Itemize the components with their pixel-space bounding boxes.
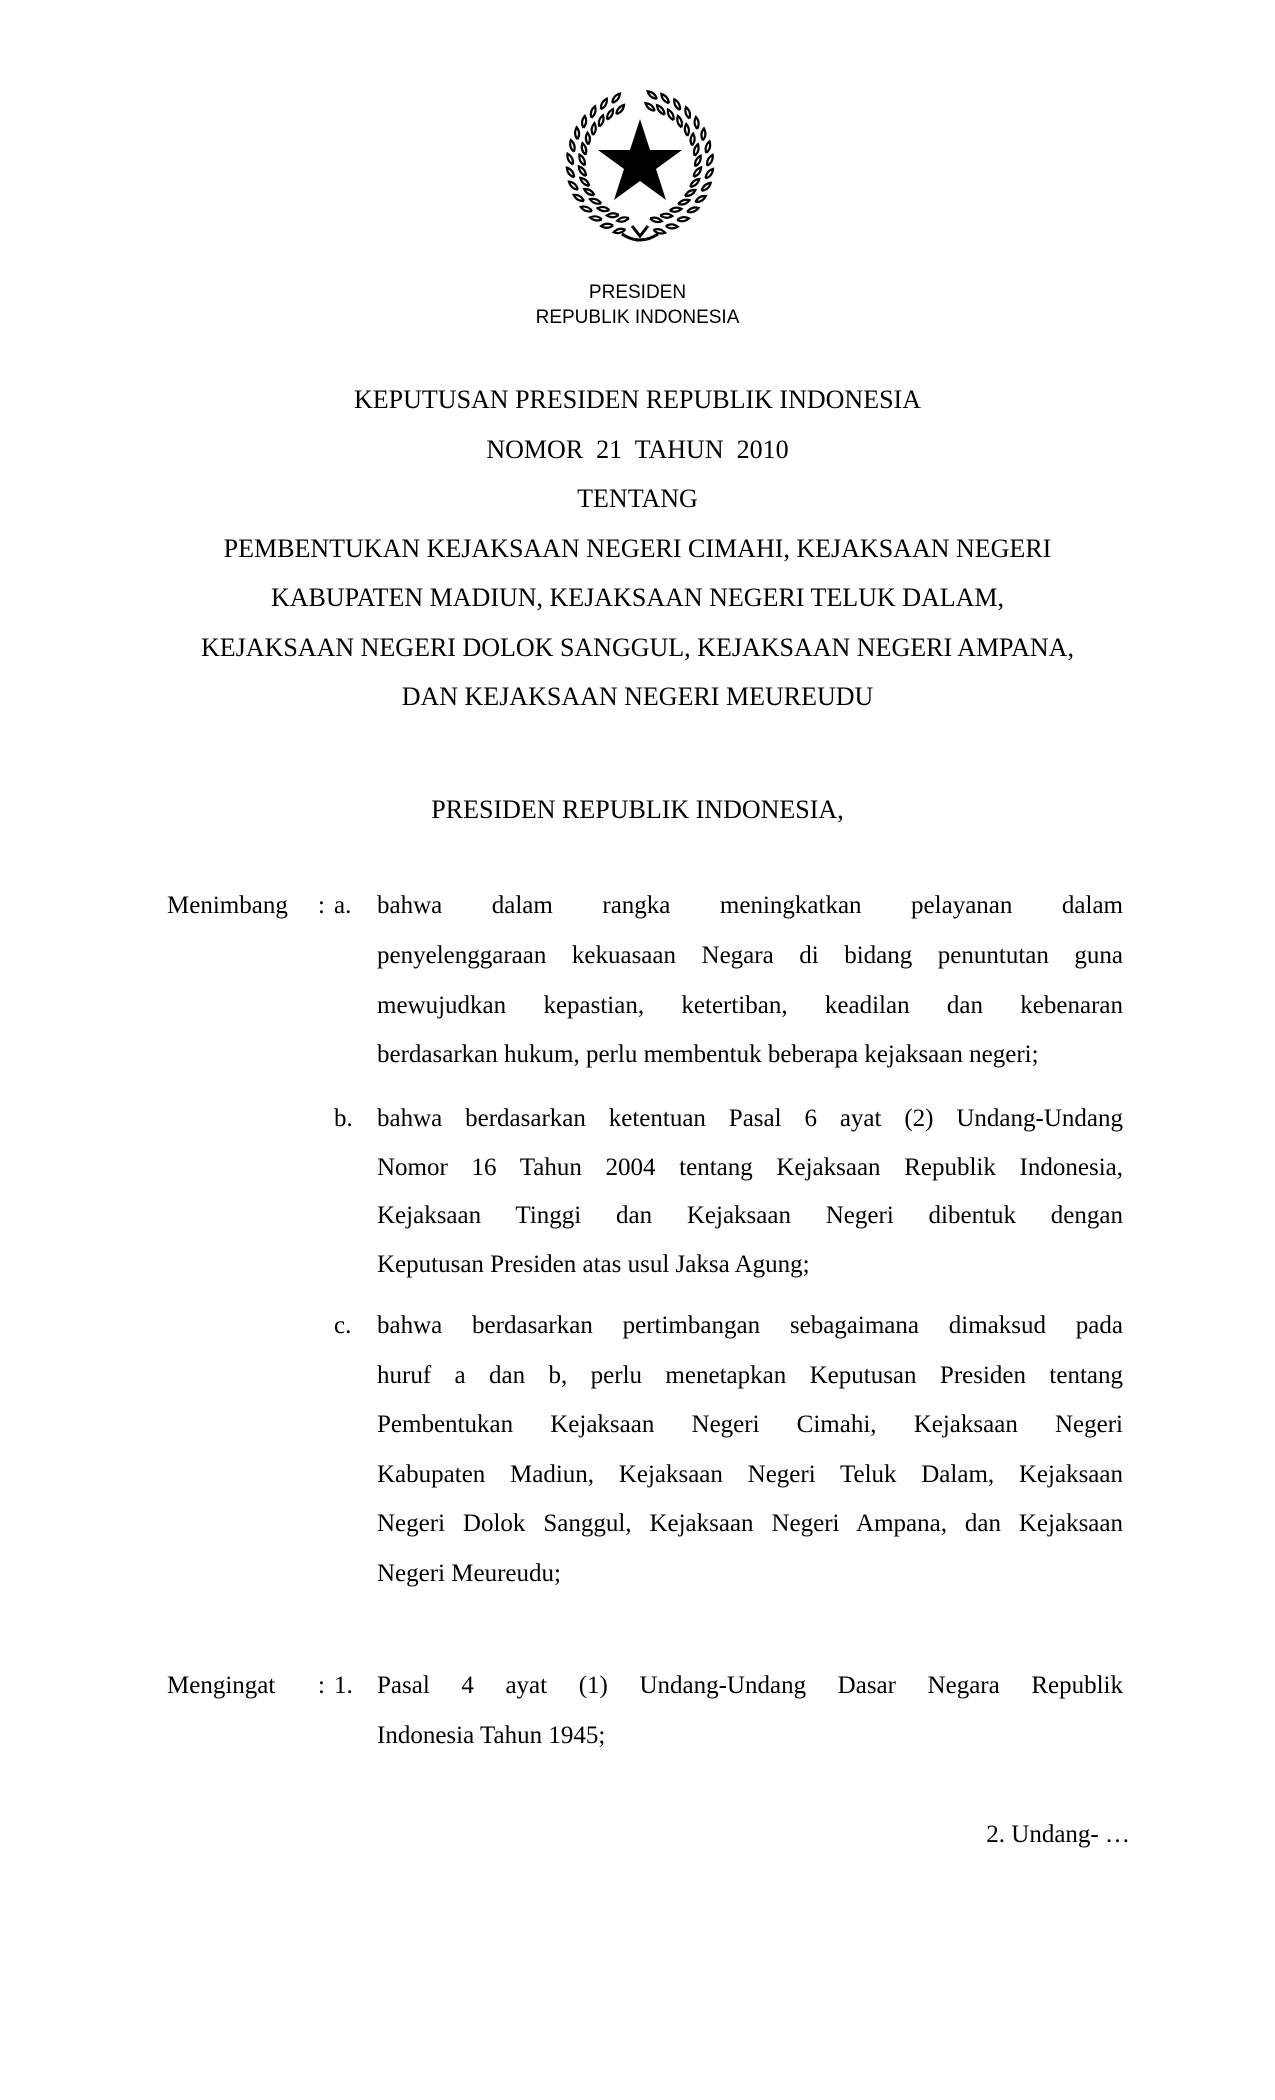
- letterhead-republic: REPUBLIK INDONESIA: [535, 307, 740, 328]
- wreath-leaf-icon: [692, 166, 703, 178]
- wreath-leaf-icon: [580, 205, 593, 213]
- wreath-leaf-icon: [666, 224, 678, 229]
- presidential-emblem-icon: [560, 84, 720, 254]
- item-c-line: Negeri Dolok Sanggul, Kejaksaan Negeri Ampana, dan Kejaksaan: [377, 1510, 1123, 1537]
- wreath-leaf-icon: [689, 177, 701, 188]
- item-c-line: Pembentukan Kejaksaan Negeri Cimahi, Kejaksaan Negeri: [377, 1411, 1123, 1438]
- wreath-leaf-icon: [589, 197, 602, 205]
- wreath-leaf-icon: [599, 98, 608, 110]
- wreath-leaf-icon: [568, 180, 580, 191]
- wreath-leaf-icon: [581, 116, 586, 128]
- item-a-line: penyelenggaraan kekuasaan Negara di bidang penuntutan guna: [377, 942, 1123, 969]
- item-a-line: mewujudkan kepastian, ketertiban, keadilan dan kebenaran: [377, 992, 1123, 1019]
- wreath-leaf-icon: [590, 215, 602, 221]
- wreath-leaf-icon: [565, 167, 575, 179]
- item-1-line: Indonesia Tahun 1945;: [377, 1722, 606, 1749]
- item-c-line: bahwa berdasarkan pertimbangan sebagaimana dimaksud pada: [377, 1312, 1123, 1339]
- wreath-leaf-icon: [646, 90, 658, 101]
- mengingat-colon: :: [318, 1672, 325, 1699]
- item-marker-1: 1.: [334, 1672, 353, 1699]
- title-subject-line: PEMBENTUKAN KEJAKSAAN NEGERI CIMAHI, KEJAKSAAN NEGERI: [223, 534, 1052, 563]
- item-a-line: berdasarkan hukum, perlu membentuk beberapa kejaksaan negeri;: [377, 1041, 1039, 1068]
- wreath-leaf-icon: [573, 193, 585, 203]
- item-a-line: bahwa dalam rangka meningkatkan pelayanan dalam: [377, 892, 1123, 919]
- wreath-leaf-icon: [611, 92, 622, 104]
- item-1-line: Pasal 4 ayat (1) Undang-Undang Dasar Negara Republik: [377, 1672, 1123, 1699]
- wreath-leaf-icon: [660, 93, 671, 105]
- title-subject-line: KABUPATEN MADIUN, KEJAKSAAN NEGERI TELUK DALAM,: [270, 583, 1005, 612]
- wreath-leaf-icon: [677, 216, 689, 222]
- wreath-leaf-icon: [597, 206, 609, 212]
- wreath-leaf-icon: [673, 98, 682, 110]
- menimbang-label: Menimbang: [167, 892, 288, 919]
- wreath-leaf-icon: [690, 133, 695, 145]
- wreath-leaf-icon: [684, 106, 691, 119]
- wreath-leaf-icon: [578, 154, 587, 167]
- item-marker-b: b.: [334, 1105, 353, 1132]
- title-tentang: TENTANG: [577, 484, 698, 513]
- wreath-leaf-icon: [605, 108, 614, 120]
- item-b-line: bahwa berdasarkan ketentuan Pasal 6 ayat (2) Undang-Undang: [377, 1105, 1123, 1132]
- wreath-leaf-icon: [705, 154, 714, 167]
- wreath-leaf-icon: [694, 194, 706, 203]
- wreath-leaf-icon: [669, 207, 681, 213]
- wreath-leaf-icon: [577, 165, 587, 177]
- item-c-line: huruf a dan b, perlu menetapkan Keputusan Presiden tentang: [377, 1362, 1123, 1389]
- wreath-leaf-icon: [650, 216, 663, 223]
- mengingat-label: Mengingat: [167, 1672, 276, 1699]
- wreath-leaf-icon: [607, 213, 619, 217]
- wreath-leaf-icon: [575, 127, 580, 139]
- item-b-line: Nomor 16 Tahun 2004 tentang Kejaksaan Republik Indonesia,: [377, 1154, 1123, 1181]
- item-marker-a: a.: [334, 892, 352, 919]
- wreath-leaf-icon: [693, 155, 702, 168]
- wreath-leaf-icon: [684, 188, 696, 197]
- issuer-heading: PRESIDEN REPUBLIK INDONESIA,: [431, 795, 844, 824]
- wreath-leaf-icon: [704, 141, 711, 154]
- menimbang-colon: :: [318, 892, 325, 919]
- wreath-leaf-icon: [686, 206, 699, 214]
- continuation-marker: 2. Undang- …: [986, 1821, 1130, 1848]
- wreath-leaf-icon: [694, 117, 699, 129]
- wreath-leaf-icon: [585, 132, 590, 144]
- wreath-leaf-icon: [666, 109, 675, 121]
- wreath-leaf-icon: [617, 216, 630, 223]
- item-b-line: Kejaksaan Tinggi dan Kejaksaan Negeri dibentuk dengan: [377, 1202, 1123, 1229]
- wreath-leaf-icon: [581, 143, 588, 156]
- wreath-leaf-icon: [613, 228, 626, 235]
- wreath-leaf-icon: [615, 104, 626, 116]
- item-b-line: Keputusan Presiden atas usul Jaksa Agung;: [377, 1251, 810, 1278]
- wreath-leaf-icon: [589, 106, 597, 119]
- wreath-leaf-icon: [677, 198, 690, 206]
- item-c-line: Negeri Meureudu;: [377, 1560, 561, 1587]
- wreath-leaf-icon: [597, 115, 605, 128]
- wreath-leaf-icon: [684, 124, 689, 136]
- title-number: NOMOR 21 TAHUN 2010: [486, 435, 789, 464]
- wreath-leaf-icon: [704, 168, 715, 180]
- wreath-leaf-icon: [591, 123, 596, 135]
- wreath-leaf-icon: [583, 187, 595, 197]
- wreath-leaf-icon: [653, 228, 666, 235]
- wreath-leaf-icon: [579, 176, 591, 187]
- wreath-leaf-icon: [644, 102, 656, 113]
- item-c-line: Kabupaten Madiun, Kejaksaan Negeri Teluk Dalam, Kejaksaan: [377, 1461, 1123, 1488]
- wreath-leaf-icon: [566, 153, 575, 166]
- title-subject-line: DAN KEJAKSAAN NEGERI MEUREUDU: [401, 682, 874, 711]
- wreath-leaf-icon: [660, 213, 672, 218]
- wreath-leaf-icon: [701, 128, 706, 140]
- wreath-leaf-icon: [700, 181, 712, 192]
- item-marker-c: c.: [334, 1312, 352, 1339]
- wreath-leaf-icon: [569, 140, 576, 153]
- wreath-leaf-icon: [693, 144, 700, 157]
- wreath-leaf-icon: [655, 104, 666, 116]
- wreath-leaf-icon: [601, 224, 613, 228]
- star-icon: [598, 119, 682, 200]
- letterhead-president: PRESIDEN: [588, 282, 687, 303]
- wreath-leaf-icon: [676, 115, 683, 128]
- title-subject-line: KEJAKSAAN NEGERI DOLOK SANGGUL, KEJAKSAAN NEGERI AMPANA,: [201, 633, 1074, 662]
- title-line: KEPUTUSAN PRESIDEN REPUBLIK INDONESIA: [354, 385, 921, 414]
